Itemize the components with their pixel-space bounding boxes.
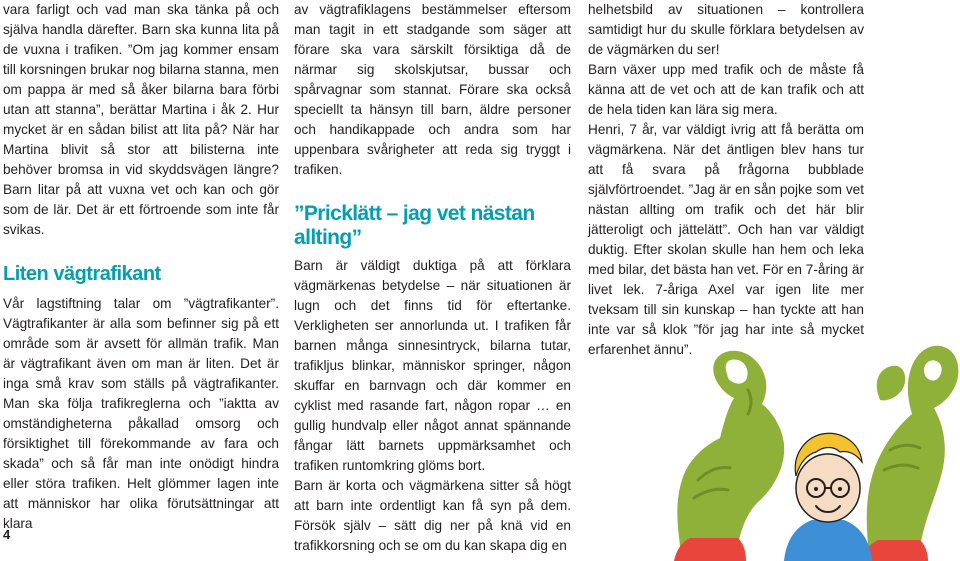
col3-paragraph-3: Henri, 7 år, var väldigt ivrig att få berätta om vägmärkena. När det äntligen blev hans tur att få svara på frågorna bubblade självförtroendet. ”Jag är en sån pojke som vet nästan allting om trafik och det här blir jätteroligt och jättelätt”. Och han var väldigt duktig. Efter skolan skulle han hem och leka med bilar, det bästa han vet. För en 7-åring är livet lek. 7-åriga Axel var igen lite mer tveksam till sin kunskap – han tyckte att han inte var så klok ”för jag har inte så mycket erfarenhet ännu”. <box>588 122 864 357</box>
column-2 <box>294 0 571 556</box>
boy-icon <box>784 433 872 561</box>
column-3 <box>588 0 864 360</box>
column-1 <box>3 0 279 534</box>
col3-paragraph-1: helhetsbild av situationen – kontrollera samtidigt hur du skulle förklara betydelsen av de vägmärken du ser! <box>588 2 864 57</box>
right-glove-icon <box>867 346 959 561</box>
left-glove-icon <box>677 351 784 561</box>
green-gloved-hands-holding-boy-illustration <box>578 330 960 561</box>
page-number: 4 <box>3 527 11 542</box>
col1-paragraph-1: vara farligt och vad man ska tänka på och själva handla därefter. Barn ska kunna lita på de vuxna i trafiken. ”Om jag kommer ensam till korsningen brukar nog bilarna stanna, men om pappa är med så åker bilarna bara förbi utan att stanna”, berättar Martina i åk 2. Hur mycket är en sådan bilist att lita på? När har Martina blivit så stor att bilisterna inte behöver bromsa in vid skyddsvägen längre? Barn litar på att vuxna vet och kan och gör som de lär. Det är ett förtroende som inte får svikas. <box>3 2 279 237</box>
heading-pricklatt: ”Pricklätt – jag vet nästan allting” <box>294 202 535 249</box>
col2-paragraph-3: Barn är korta och vägmärkena sitter så högt att barn inte ordentligt kan få syn på dem. Försök själv – sätt dig ner på knä vid en trafikkorsning och se om du kan skapa dig en <box>294 478 571 553</box>
col2-paragraph-1: av vägtrafiklagens bestämmelser eftersom man tagit in ett stadgande som säger att förare ska vara särskilt försiktiga då de närmar sig skolskjutsar, bussar och spårvagnar som stannat. Förare ska också speciellt ta hänsyn till barn, äldre personer och handikappade och andra som har uppenbara svårigheter att reda sig tryggt i trafiken. <box>294 2 571 177</box>
heading-liten-vagtrafikant: Liten vägtrafikant <box>3 263 161 285</box>
col1-paragraph-2: Vår lagstiftning talar om ”vägtrafikanter”. Vägtrafikanter är alla som befinner sig på ett område som är avsett för allmän trafik. Man är vägtrafikant även om man är liten. Det är inga små krav som ställs på vägtrafikanter. Man ska följa trafikreglerna och ”iaktta av omständigheterna påkallad omsorg och försiktighet till förekommande av fara och skada” och så får man inte onödigt hindra eller störa trafiken. Helt glömmer lagen inte att människor har olika förutsättningar att klara <box>3 296 279 531</box>
left-sleeve-icon <box>674 538 746 561</box>
col2-paragraph-2: Barn är väldigt duktiga på att förklara vägmärkenas betydelse – när situationen är lugn och det finns tid för eftertanke. Verkligheten ser annorlunda ut. I trafiken får barnen många sinnesintryck, bilarna tutar, trafikljus blinkar, människor springer, någon skuffar en barnvagn och där kommer en cyklist med rasande fart, någon ropar … en gullig hundvalp eller något annat spännande fångar lätt barnets uppmärksamhet och trafiken runtomkring glöms bort. <box>294 258 571 473</box>
col3-paragraph-2: Barn växer upp med trafik och de måste få känna att de vet och att de kan trafik och att de hela tiden kan lära sig mera. <box>588 62 864 117</box>
